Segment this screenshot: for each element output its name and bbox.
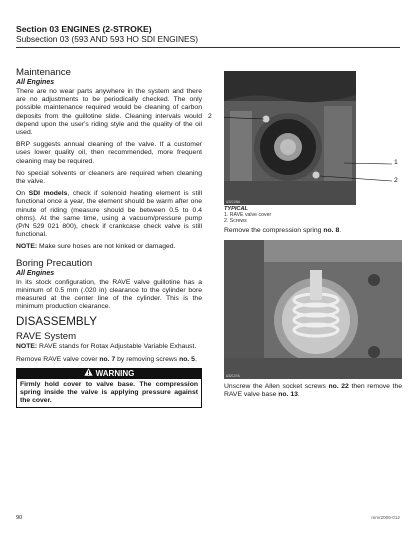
text-run: by removing screws [115, 355, 180, 363]
figure-code: A32C0NA [226, 200, 241, 204]
left-column [16, 67, 202, 408]
text-run: On [16, 190, 29, 198]
remove-cover-step [16, 356, 202, 364]
rave-note [16, 343, 202, 351]
text-run: . [194, 355, 197, 363]
maintenance-heading: Maintenance [16, 67, 71, 78]
subsection-title: Subsection 03 (593 AND 593 HO SDI ENGINES) [16, 34, 199, 44]
part-ref: no. 7 [99, 355, 116, 363]
boring-paragraph: In its stock configuration, the RAVE valve guillotine has a minimum of 0.5 mm (.020 in) clearance to the cylinder bore measured at the center line of the cylinder. This is the minimum production clearance. [16, 278, 202, 311]
maintenance-paragraph-1: There are no wear parts anywhere in the system and there are no adjustments to be periodically checked. The only possible maintenance required would be cleaning of carbon deposits from the guillotine slide. Cleaning intervals would depend upon the user's riding style and the quality of the oil used. [16, 88, 202, 137]
page-header [16, 24, 400, 44]
text-run: then remove the RAVE valve base [224, 382, 403, 398]
maintenance-paragraph-3: No special solvents or cleaners are required when cleaning the valve. [16, 169, 202, 186]
header-rule [16, 47, 400, 48]
part-ref: no. 13 [278, 390, 298, 398]
document-code: mmr2006-012 [371, 515, 400, 520]
part-ref: no. 22 [328, 382, 349, 390]
unscrew-base-step [224, 383, 402, 399]
text-run: Remove the compression spring [224, 227, 324, 235]
rave-system-heading: RAVE System [16, 331, 77, 343]
warning-triangle-icon [84, 368, 93, 379]
note-label: NOTE: [16, 243, 38, 251]
figure-rave-cover [208, 71, 402, 205]
note-label: NOTE: [16, 343, 38, 351]
callout-2-right: 2 [394, 177, 398, 184]
text-run: . [297, 390, 300, 398]
right-column [208, 71, 403, 403]
note-text: RAVE stands for Rotax Adjustable Variable Exhaust. [37, 343, 197, 351]
compression-spring-photo [224, 240, 402, 379]
boring-heading: Boring Precaution [16, 257, 93, 269]
figure-caption-type: TYPICAL [224, 206, 248, 212]
sdi-models-bold: SDI models [28, 190, 68, 198]
maintenance-note [16, 243, 202, 251]
note-text: Make sure hoses are not kinked or damaged. [37, 243, 176, 251]
warning-header [16, 368, 202, 379]
part-ref: no. 5 [179, 355, 195, 363]
maintenance-subheading: All Engines [16, 79, 55, 86]
warning-label: WARNING [95, 368, 135, 378]
figure-code: A32C0YA [226, 373, 240, 378]
section-title: Section 03 ENGINES (2-STROKE) [16, 24, 152, 34]
disassembly-heading: DISASSEMBLY [16, 315, 97, 329]
part-ref: no. 8 [323, 227, 340, 235]
remove-spring-step [224, 227, 402, 235]
maintenance-paragraph-4 [16, 190, 202, 239]
boring-subheading: All Engines [16, 269, 55, 277]
text-run: . [339, 227, 342, 235]
maintenance-paragraph-2: BRP suggests annual cleaning of the valve. If a customer uses lower quality oil, then recommended, more frequent cleaning may be required. [16, 141, 202, 165]
figure-caption-item-2: 2. Screws [224, 218, 247, 225]
text-run: Unscrew the Allen socket screws [224, 382, 329, 390]
figure-caption-item-1: 1. RAVE valve cover [224, 212, 272, 219]
callout-1: 1 [394, 159, 398, 166]
page-number: 90 [16, 515, 23, 521]
text-run: Remove RAVE valve cover [16, 355, 100, 363]
warning-box [16, 368, 202, 409]
callout-2-left: 2 [208, 113, 212, 120]
callout-lines [224, 71, 402, 205]
warning-text: Firmly hold cover to valve base. The compression spring inside the valve is applying pressure against the cover. [16, 379, 202, 409]
text-run: , check if solenoid heating element is still functional once a year, the element should be warm after one minute of riding (measure should be between 0.5 to 0.4 ohms). At the same time, using a vacuum/pressure pump (P/N 529 021 800), check if crankcase check valve is still functional. [16, 190, 202, 239]
